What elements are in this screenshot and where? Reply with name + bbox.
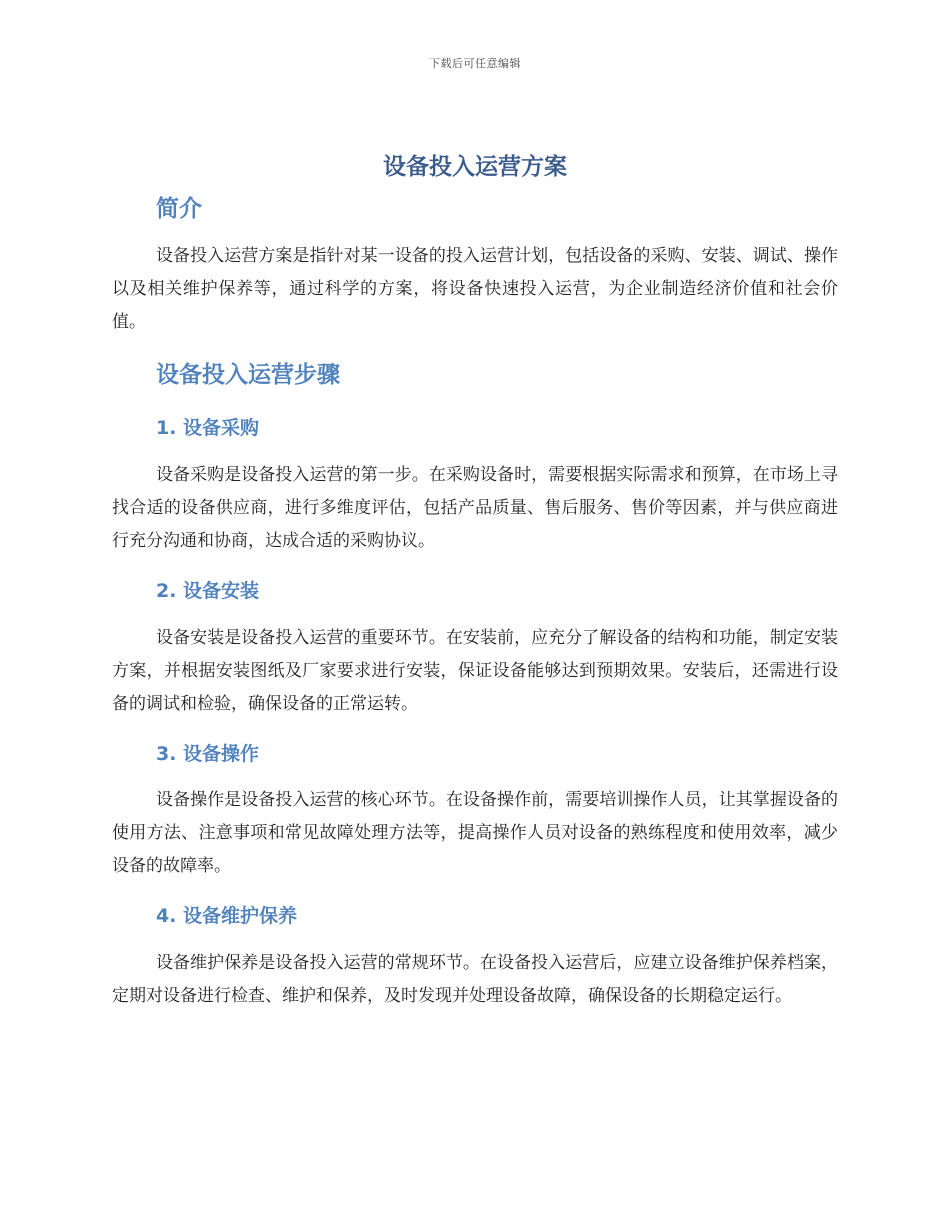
header-note: 下载后可任意编辑	[429, 57, 521, 70]
step-heading-installation: 2. 设备安装	[156, 580, 260, 602]
step-heading-operation: 3. 设备操作	[156, 743, 260, 765]
step-paragraph-maintenance: 设备维护保养是设备投入运营的常规环节。在设备投入运营后，应建立设备维护保养档案，定期对设备进行检查、维护和保养，及时发现并处理设备故障，确保设备的长期稳定运行。	[112, 953, 838, 1006]
step-heading-maintenance: 4. 设备维护保养	[156, 905, 298, 927]
intro-paragraph: 设备投入运营方案是指针对某一设备的投入运营计划，包括设备的采购、安装、调试、操作以及相关维护保养等，通过科学的方案，将设备快速投入运营，为企业制造经济价值和社会价值。	[112, 246, 838, 332]
step-paragraph-procurement: 设备采购是设备投入运营的第一步。在采购设备时，需要根据实际需求和预算，在市场上寻找合适的设备供应商，进行多维度评估，包括产品质量、售后服务、售价等因素，并与供应商进行充分沟通和协商，达成合适的采购协议。	[112, 465, 838, 551]
step-paragraph-operation: 设备操作是设备投入运营的核心环节。在设备操作前，需要培训操作人员，让其掌握设备的使用方法、注意事项和常见故障处理方法等，提高操作人员对设备的熟练程度和使用效率，减少设备的故障率。	[112, 790, 838, 876]
section-heading-intro: 简介	[156, 196, 202, 222]
document-title: 设备投入运营方案	[383, 154, 567, 180]
section-heading-steps: 设备投入运营步骤	[156, 362, 340, 388]
step-paragraph-installation: 设备安装是设备投入运营的重要环节。在安装前，应充分了解设备的结构和功能，制定安装方案，并根据安装图纸及厂家要求进行安装，保证设备能够达到预期效果。安装后，还需进行设备的调试和检验，确保设备的正常运转。	[112, 628, 838, 714]
step-heading-procurement: 1. 设备采购	[156, 417, 260, 439]
